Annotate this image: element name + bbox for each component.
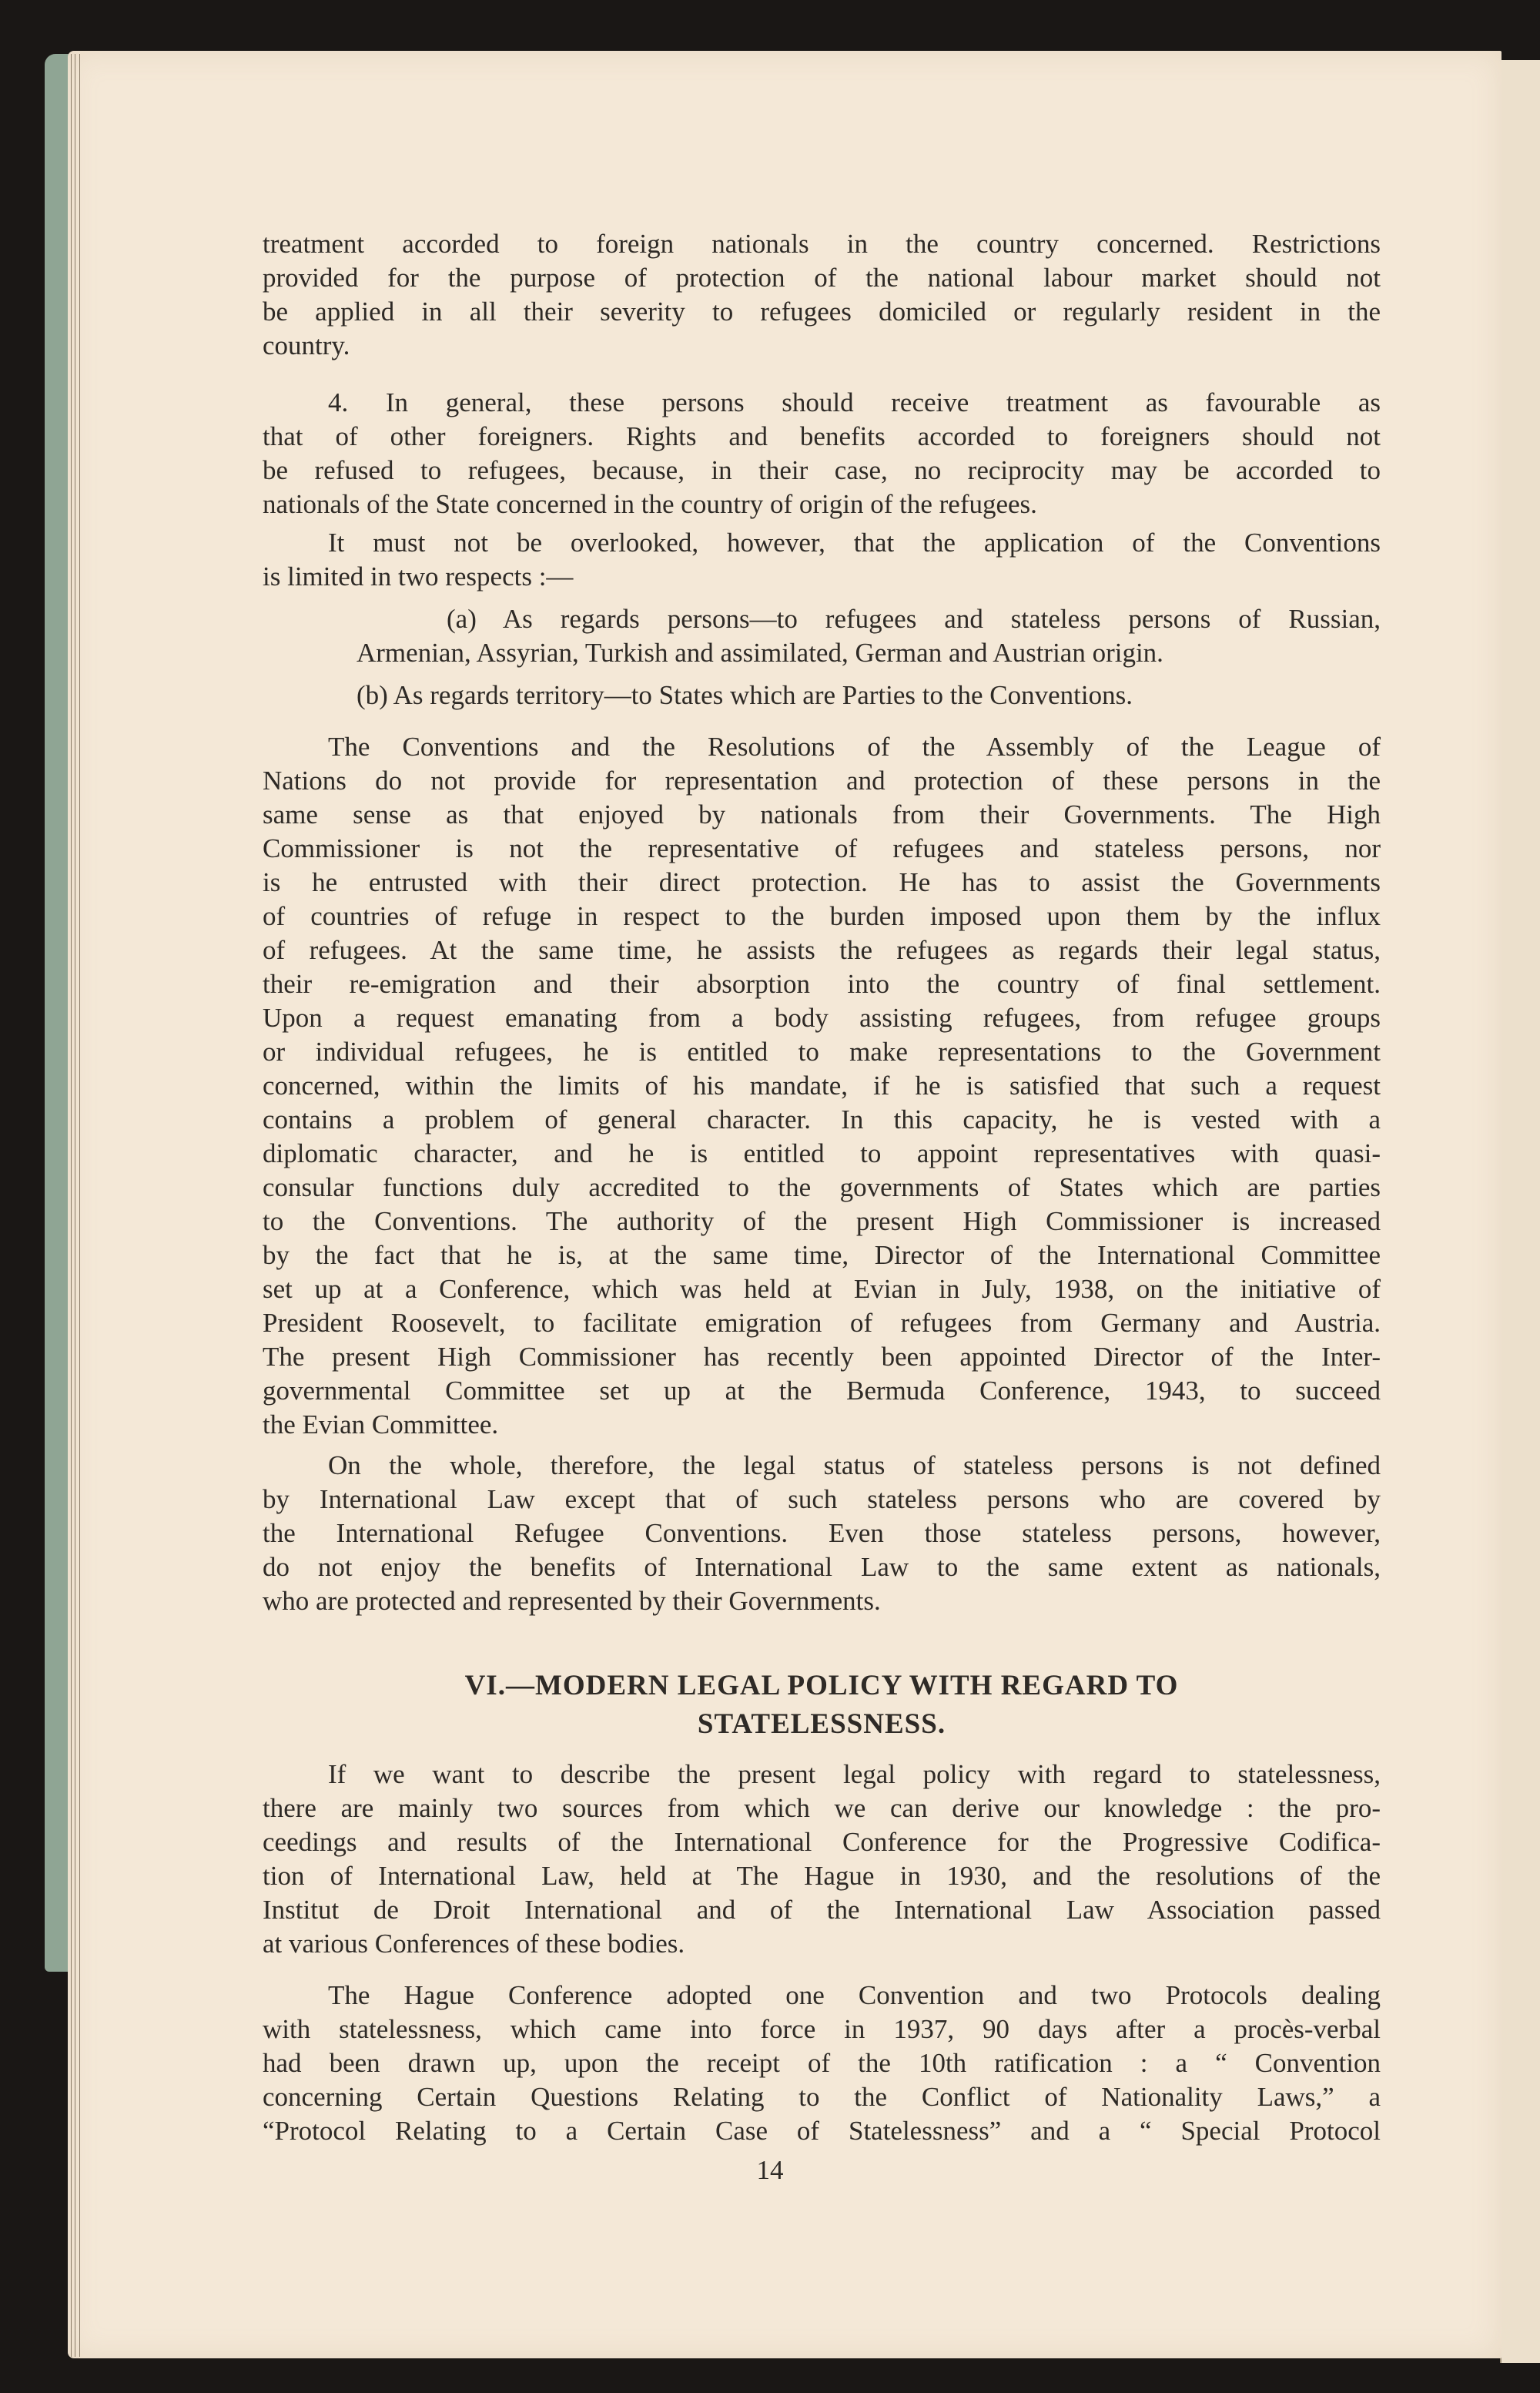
text-line: of countries of refuge in respect to the burden imposed upon them by the influx [263, 901, 1381, 931]
text-line: treatment accorded to foreign nationals in the country concerned. Restrictions [263, 229, 1381, 259]
text-line: or individual refugees, he is entitled to make representations to the Government [263, 1037, 1381, 1067]
text-line: with statelessness, which came into force in 1937, 90 days after a procès-verbal [263, 2014, 1381, 2044]
text-line: The Conventions and the Resolutions of the Assembly of the League of [328, 732, 1381, 762]
text-line: contains a problem of general character. In this capacity, he is vested with a [263, 1104, 1381, 1134]
text-line: diplomatic character, and he is entitled to appoint representatives with quasi- [263, 1138, 1381, 1168]
text-line: set up at a Conference, which was held at Evian in July, 1938, on the initiative of [263, 1274, 1381, 1304]
paragraph-hague-conference [263, 1978, 1381, 2147]
paragraph-legal-policy [263, 1757, 1381, 1960]
section-heading-line-2: STATELESSNESS. [697, 1708, 946, 1740]
text-line: If we want to describe the present legal policy with regard to statelessness, [328, 1759, 1381, 1789]
text-line: ceedings and results of the International Conference for the Progressive Codifica- [263, 1827, 1381, 1857]
section-heading-line-1: VI.—MODERN LEGAL POLICY WITH REGARD TO [464, 1670, 1179, 1701]
text-line: by International Law except that of such stateless persons who are covered by [263, 1484, 1381, 1514]
text-line: The Hague Conference adopted one Convention and two Protocols dealing [328, 1980, 1381, 2010]
paragraph-labour-market [263, 227, 1381, 363]
text-line: their re-emigration and their absorption into the country of final settlement. [263, 969, 1381, 999]
text-line: be refused to refugees, because, in their case, no reciprocity may be accorded to [263, 455, 1381, 485]
text-line: that of other foreigners. Rights and benefits accorded to foreigners should not [263, 421, 1381, 451]
text-line: consular functions duly accredited to the governments of States which are parties [263, 1172, 1381, 1202]
text-line: nationals of the State concerned in the country of origin of the refugees. [263, 489, 1037, 519]
page-leaf-line [71, 54, 72, 2357]
paragraph-on-the-whole [263, 1449, 1381, 1618]
text-line: concerned, within the limits of his mandate, if he is satisfied that such a request [263, 1071, 1381, 1101]
text-line: On the whole, therefore, the legal status of stateless persons is not defined [328, 1450, 1381, 1480]
text-line: at various Conferences of these bodies. [263, 1929, 685, 1959]
text-line: Commissioner is not the representative of refugees and stateless persons, nor [263, 833, 1381, 863]
paragraph-limitations [263, 526, 1381, 594]
text-line: (a) As regards persons—to refugees and stateless persons of Russian, [447, 604, 1381, 634]
text-line: the Evian Committee. [263, 1409, 499, 1439]
page-number: 14 [756, 2155, 784, 2185]
text-line: The present High Commissioner has recently been appointed Director of the Inter- [263, 1342, 1381, 1372]
text-line: tion of International Law, held at The Hague in 1930, and the resolutions of the [263, 1861, 1381, 1891]
text-line: governmental Committee set up at the Bermuda Conference, 1943, to succeed [263, 1376, 1381, 1406]
text-line: Upon a request emanating from a body assisting refugees, from refugee groups [263, 1003, 1381, 1033]
text-line: be applied in all their severity to refugees domiciled or regularly resident in the [263, 297, 1381, 327]
paragraph-high-commissioner [263, 730, 1381, 1442]
text-line: of refugees. At the same time, he assists the refugees as regards their legal status, [263, 935, 1381, 965]
text-line: to the Conventions. The authority of the present High Commissioner is increased [263, 1206, 1381, 1236]
section-heading [263, 1667, 1381, 1744]
text-line: same sense as that enjoyed by nationals from their Governments. The High [263, 799, 1381, 830]
text-line: (b) As regards territory—to States which are Parties to the Conventions. [357, 680, 1133, 710]
text-line: is he entrusted with their direct protection. He has to assist the Governments [263, 867, 1381, 897]
text-line: the International Refugee Conventions. Even those stateless persons, however, [263, 1518, 1381, 1548]
text-line: do not enjoy the benefits of International Law to the same extent as nationals, [263, 1552, 1381, 1582]
next-page-edge [1500, 60, 1540, 2363]
text-line: Nations do not provide for representation and protection of these persons in the [263, 766, 1381, 796]
text-line: who are protected and represented by their Governments. [263, 1586, 881, 1616]
text-line: It must not be overlooked, however, that the application of the Conventions [328, 528, 1381, 558]
text-line: provided for the purpose of protection of the national labour market should not [263, 263, 1381, 293]
paragraph-4-treatment [263, 386, 1381, 521]
item-a-persons [357, 602, 1381, 670]
text-line: by the fact that he is, at the same time, Director of the International Committee [263, 1240, 1381, 1270]
text-line: had been drawn up, upon the receipt of the 10th ratification : a “ Convention [263, 2048, 1381, 2078]
text-line: there are mainly two sources from which we can derive our knowledge : the pro- [263, 1793, 1381, 1823]
text-line: concerning Certain Questions Relating to the Conflict of Nationality Laws,” a [263, 2082, 1381, 2112]
text-line: President Roosevelt, to facilitate emigration of refugees from Germany and Austria. [263, 1308, 1381, 1338]
text-line: Armenian, Assyrian, Turkish and assimilated, German and Austrian origin. [357, 638, 1163, 668]
page-leaf-line [79, 54, 80, 2357]
text-line: country. [263, 330, 350, 360]
item-b-territory [357, 679, 1381, 712]
text-line: 4. In general, these persons should receive treatment as favourable as [328, 387, 1381, 417]
text-line: is limited in two respects :— [263, 561, 574, 592]
text-line: Institut de Droit International and of the International Law Association passed [263, 1895, 1381, 1925]
text-line: “Protocol Relating to a Certain Case of Statelessness” and a “ Special Protocol [263, 2116, 1381, 2146]
